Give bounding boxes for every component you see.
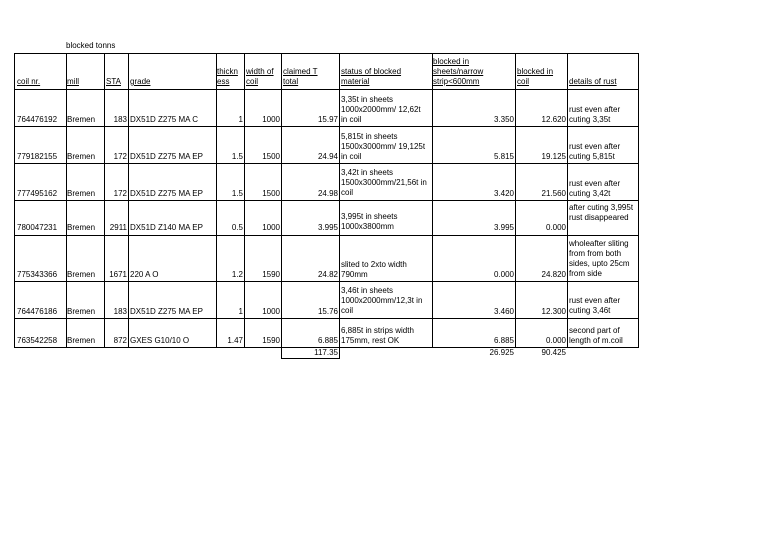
cell-grade: DX51D Z140 MA EP (130, 223, 203, 232)
cell-sta: 1671 (109, 270, 127, 279)
cell-sta: 2911 (109, 223, 127, 232)
cell-details: rust even after cuting 5,815t (569, 142, 621, 161)
cell-claimed: 3.995 (317, 223, 338, 232)
cell-sta: 183 (113, 115, 127, 124)
cell-grade: DX51D Z275 MA EP (130, 152, 203, 161)
cell-thickness: 1.47 (227, 336, 243, 345)
cell-coil-nr: 764476192 (17, 115, 58, 124)
cell-blocked-sheets: 3.460 (493, 307, 514, 316)
header-coil-nr: coil nr. (17, 77, 41, 86)
cell-width: 1500 (262, 152, 280, 161)
cell-grade: DX51D Z275 MA C (130, 115, 199, 124)
header-mill: mill (67, 77, 79, 86)
cell-sta: 172 (113, 189, 127, 198)
cell-blocked-sheets: 3.420 (493, 189, 514, 198)
cell-width: 1000 (262, 223, 280, 232)
cell-coil-nr: 763542258 (17, 336, 58, 345)
cell-blocked-coil: 19.125 (541, 152, 566, 161)
cell-grade: GXES G10/10 O (130, 336, 190, 345)
cell-blocked-sheets: 5.815 (493, 152, 514, 161)
cell-sta: 872 (113, 336, 127, 345)
header-claimed: claimed T total (283, 67, 318, 86)
sheet-title: blocked tonns (66, 41, 116, 50)
cell-grade: 220 A O (130, 270, 159, 279)
total-blocked-sheets: 26.925 (489, 348, 514, 357)
cell-claimed: 15.76 (317, 307, 338, 316)
cell-details: second part of length of m.coil (569, 326, 623, 345)
cell-coil-nr: 780047231 (17, 223, 58, 232)
cell-width: 1000 (262, 307, 280, 316)
cell-sta: 172 (113, 152, 127, 161)
cell-status: 3,42t in sheets 1500x3000mm/21,56t in coil (341, 168, 427, 197)
cell-mill: Bremen (67, 189, 96, 198)
cell-blocked-coil: 21.560 (541, 189, 566, 198)
cell-blocked-coil: 24.820 (541, 270, 566, 279)
cell-mill: Bremen (67, 152, 96, 161)
cell-details: rust even after cuting 3,42t (569, 179, 621, 198)
cell-mill: Bremen (67, 270, 96, 279)
cell-claimed: 24.98 (317, 189, 338, 198)
cell-status: 3,995t in sheets 1000x3800mm (341, 212, 398, 231)
cell-claimed: 24.82 (317, 270, 338, 279)
cell-thickness: 1 (238, 115, 243, 124)
cell-status: 3,46t in sheets 1000x2000mm/12,3t in coil (341, 286, 423, 315)
cell-coil-nr: 777495162 (17, 189, 58, 198)
cell-status: 5,815t in sheets 1500x3000mm/ 19,125t in coil (341, 132, 426, 161)
total-blocked-coil: 90.425 (541, 348, 566, 357)
cell-blocked-coil: 0.000 (545, 223, 566, 232)
cell-grade: DX51D Z275 MA EP (130, 189, 203, 198)
cell-blocked-sheets: 6.885 (493, 336, 514, 345)
cell-thickness: 1.5 (231, 189, 243, 198)
cell-thickness: 1.2 (231, 270, 243, 279)
cell-mill: Bremen (67, 307, 96, 316)
header-sta: STA (106, 77, 121, 86)
cell-coil-nr: 779182155 (17, 152, 58, 161)
cell-claimed: 15.97 (317, 115, 338, 124)
header-status: status of blocked material (341, 67, 402, 86)
cell-blocked-sheets: 0.000 (493, 270, 514, 279)
cell-status: 3,35t in sheets 1000x2000mm/ 12,62t in coil (341, 95, 421, 124)
cell-claimed: 6.885 (317, 336, 338, 345)
total-claimed: 117.35 (314, 348, 338, 357)
header-thickness: thickn ess (217, 67, 238, 86)
cell-thickness: 1.5 (231, 152, 243, 161)
cell-blocked-coil: 12.620 (541, 115, 566, 124)
cell-grade: DX51D Z275 MA EP (130, 307, 203, 316)
header-details: details of rust (569, 77, 617, 86)
cell-blocked-coil: 12.300 (541, 307, 566, 316)
cell-mill: Bremen (67, 336, 96, 345)
cell-thickness: 1 (238, 307, 243, 316)
cell-coil-nr: 775343366 (17, 270, 58, 279)
cell-status: 6,885t in strips width 175mm, rest OK (341, 326, 414, 345)
header-grade: grade (130, 77, 151, 86)
header-blocked-sheets: blocked in sheets/narrow strip<600mm (433, 57, 484, 86)
cell-blocked-coil: 0.000 (545, 336, 566, 345)
cell-blocked-sheets: 3.350 (493, 115, 514, 124)
cell-mill: Bremen (67, 223, 96, 232)
cell-details: rust even after cuting 3,35t (569, 105, 621, 124)
cell-width: 1500 (262, 189, 280, 198)
cell-thickness: 0.5 (231, 223, 243, 232)
cell-claimed: 24.94 (317, 152, 338, 161)
header-blocked-coil: blocked in coil (517, 67, 554, 86)
cell-status: slited to 2xto width 790mm (341, 260, 407, 279)
header-width: width of coil (246, 67, 274, 86)
cell-details: wholeafter sliting from from both sides, upto 25cm from side (569, 239, 630, 278)
cell-mill: Bremen (67, 115, 96, 124)
cell-width: 1000 (262, 115, 280, 124)
cell-details: rust even after cuting 3,46t (569, 296, 621, 315)
cell-sta: 183 (113, 307, 127, 316)
cell-width: 1590 (262, 336, 280, 345)
cell-width: 1590 (262, 270, 280, 279)
cell-details: after cuting 3,995t rust disappeared (569, 203, 634, 222)
cell-blocked-sheets: 3.995 (493, 223, 514, 232)
cell-coil-nr: 764476186 (17, 307, 58, 316)
